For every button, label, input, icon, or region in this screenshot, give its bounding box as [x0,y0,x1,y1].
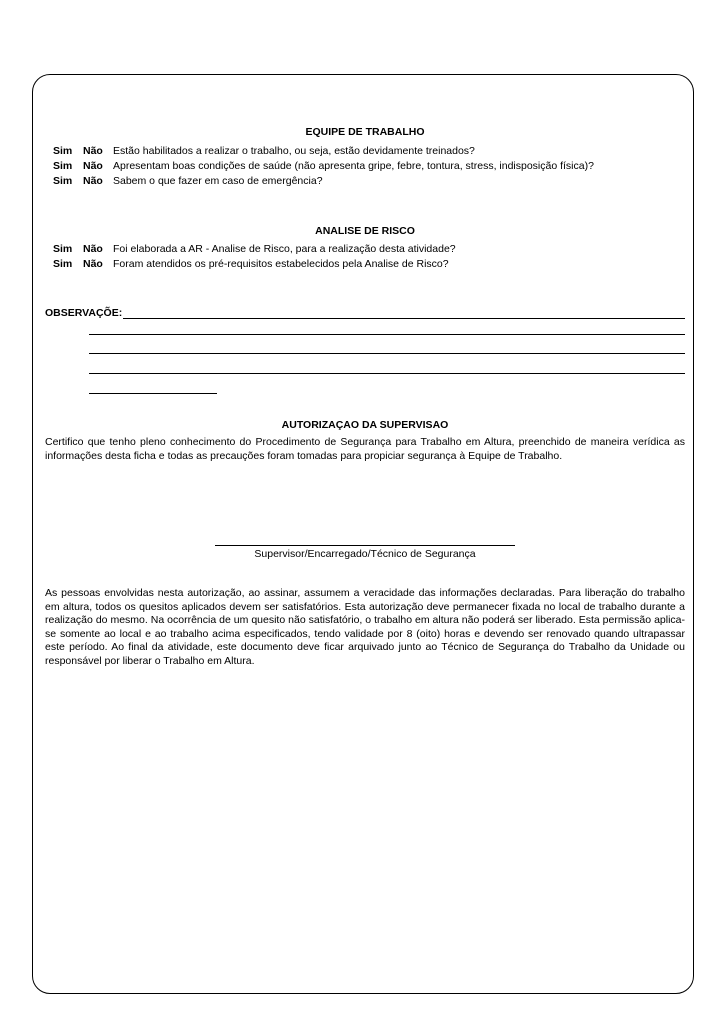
sim-option[interactable]: Sim [53,175,73,187]
risco-row-1 [53,242,456,256]
equipe-row-2 [53,159,594,173]
sim-option[interactable]: Sim [53,160,73,172]
question-text: Sabem o que fazer em caso de emergência? [113,175,323,187]
observacoes-label: OBSERVAÇÕE: [45,307,123,319]
question-text: Apresentam boas condições de saúde (não apresenta gripe, febre, tontura, stress, indisposição física)? [113,160,594,172]
sim-option[interactable]: Sim [53,145,73,157]
observacoes-line-2[interactable] [89,334,685,335]
autorizacao-text: Certifico que tenho pleno conhecimento do Procedimento de Segurança para Trabalho em Altura, preenchido de maneira verídica as informações desta ficha e todas as precauções foram tomadas para propiciar segurança à Equipe de Trabalho. [45,436,685,462]
equipe-row-1 [53,144,475,158]
nao-option[interactable]: Não [83,145,103,157]
footer-text: As pessoas envolvidas nesta autorização, ao assinar, assumem a veracidade das informações declaradas. Para liberação do trabalho em altura, todos os quesitos aplicados devem ser satisfatórios. Esta autorização deve permanecer fixada no local de trabalho durante a realização do mesmo. Na ocorrência de um quesito não satisfatório, o trabalho em altura não poderá ser liberado. Esta permissão aplica-se somente ao local e ao trabalho acima especificados, tendo validade por 8 (oito) horas e devendo ser renovado quando ultrapassar este período. Ao final da atividade, este documento deve ficar arquivado junto ao Técnico de Segurança do Trabalho da Unidade ou responsável por liberar o Trabalho em Altura. [45,587,685,667]
question-text: Estão habilitados a realizar o trabalho, ou seja, estão devidamente treinados? [113,145,475,157]
equipe-title: EQUIPE DE TRABALHO [305,126,425,138]
observacoes-line-4[interactable] [89,373,685,374]
equipe-row-3 [53,174,323,188]
nao-option[interactable]: Não [83,175,103,187]
question-text: Foram atendidos os pré-requisitos estabelecidos pela Analise de Risco? [113,258,449,270]
observacoes-line-3[interactable] [89,353,685,354]
sim-option[interactable]: Sim [53,258,73,270]
question-text: Foi elaborada a AR - Analise de Risco, para a realização desta atividade? [113,243,456,255]
observacoes-line-5[interactable] [89,393,217,394]
observacoes-line-1[interactable] [123,318,685,319]
signature-line[interactable] [215,545,515,546]
risco-title: ANALISE DE RISCO [315,225,415,237]
nao-option[interactable]: Não [83,160,103,172]
signature-label: Supervisor/Encarregado/Técnico de Segurança [254,548,476,560]
sim-option[interactable]: Sim [53,243,73,255]
autorizacao-title: AUTORIZAÇAO DA SUPERVISAO [281,419,449,431]
form-border [32,74,694,994]
nao-option[interactable]: Não [83,243,103,255]
nao-option[interactable]: Não [83,258,103,270]
risco-row-2 [53,257,449,271]
